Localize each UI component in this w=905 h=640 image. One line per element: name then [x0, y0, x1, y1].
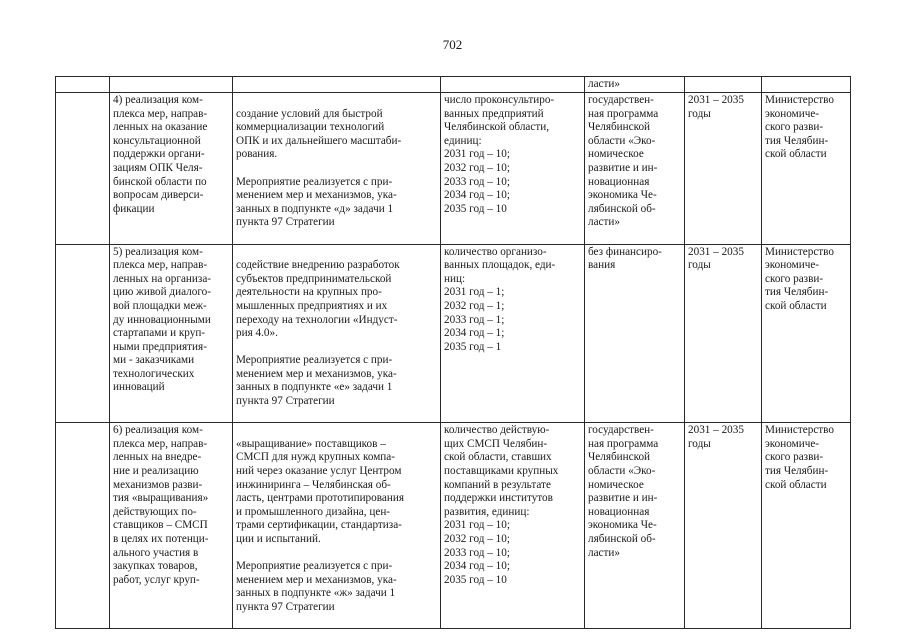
- table-row: [56, 423, 851, 629]
- content-text: содействие внедрению разработок субъектов предпринимательской деятельности на крупных про- мышленных предприятиях и их переходу на технологии «Индуст- рия 4.0».: [236, 259, 400, 340]
- executor-cell: Министерство экономиче- ского разви- тия Челябин- ской области: [762, 244, 851, 423]
- executor-cell: Министерство экономиче- ского разви- тия Челябин- ской области: [762, 93, 851, 245]
- content-text: «выращивание» поставщиков – СМСП для нужд крупных компа- ний через оказание услуг Центром инжиниринга – Челябинская об- ласть, центрами прототипирования и промышленного дизайна, цен- трами сертификации, стандартиза- ции и испытаний.: [236, 437, 404, 545]
- period-cell: 2031 – 2035 годы: [685, 93, 762, 245]
- indicator-cell: число проконсультиро- ванных предприятий Челябинской области, единиц: 2031 год – 10; 2032 год – 10; 2033 год – 10; 2034 год – 10; 2035 год – 10: [441, 93, 585, 245]
- measure-cell: 6) реализация ком- плекса мер, направ- ленных на внедре- ние и реализацию механизмов разви- тия «выращивания» действующих по- ставщиков – СМСП в целях их потенци- ального участия в закупках товаров, работ, услуг круп-: [110, 423, 233, 629]
- indicator-cell: количество действую- щих СМСП Челябин- ской области, ставших поставщиками крупных компаний в результате поддержки институтов развития, единиц: 2031 год – 10; 2032 год – 10; 2033 год – 10; 2034 год – 10; 2035 год – 10: [441, 423, 585, 629]
- table-row: [56, 244, 851, 423]
- content-cell: [233, 77, 441, 93]
- source-cell: государствен- ная программа Челябинской области «Эко- номическое развитие и ин- новационная экономика Че- лябинской об- ласти»: [585, 423, 685, 629]
- source-cell: ласти»: [585, 77, 685, 93]
- executor-cell: Министерство экономиче- ского разви- тия Челябин- ской области: [762, 423, 851, 629]
- content-cell: [233, 423, 441, 629]
- continuation-row: [56, 77, 851, 93]
- measure-cell: [110, 77, 233, 93]
- content-cell: [233, 244, 441, 423]
- measure-cell: 4) реализация ком- плекса мер, направ- ленных на оказание консультационной поддержки органи- зациям ОПК Челя- бинской области по вопросам диверси- фикации: [110, 93, 233, 245]
- measures-table: [55, 76, 851, 629]
- period-cell: [685, 77, 762, 93]
- indicator-cell: [441, 77, 585, 93]
- num-cell: [56, 93, 110, 245]
- source-cell: без финансиро- вания: [585, 244, 685, 423]
- content-cell: [233, 93, 441, 245]
- source-cell: государствен- ная программа Челябинской области «Эко- номическое развитие и ин- новационная экономика Че- лябинской об- ласти»: [585, 93, 685, 245]
- content-note: Мероприятие реализуется с при- менением мер и механизмов, ука- занных в подпункте «ж» задачи 1 пункта 97 Стратегии: [236, 560, 397, 613]
- content-note: Мероприятие реализуется с при- менением мер и механизмов, ука- занных в подпункте «е» задачи 1 пункта 97 Стратегии: [236, 354, 397, 408]
- num-cell: [56, 423, 110, 629]
- content-note: Мероприятие реализуется с при- менением мер и механизмов, ука- занных в подпункте «д» задачи 1 пункта 97 Стратегии: [236, 175, 397, 229]
- measure-cell: 5) реализация ком- плекса мер, направ- ленных на организа- цию живой диалого- вой площадки меж- ду инновационными стартапами и круп- ными предприятия- ми - заказчиками технологических инноваций: [110, 244, 233, 423]
- table-row: [56, 93, 851, 245]
- num-cell: [56, 244, 110, 423]
- executor-cell: [762, 77, 851, 93]
- num-cell: [56, 77, 110, 93]
- page-number: 702: [442, 37, 463, 52]
- content-text: создание условий для быстрой коммерциализации технологий ОПК и их дальнейшего масштаби- рования.: [236, 107, 402, 161]
- period-cell: 2031 – 2035 годы: [685, 423, 762, 629]
- period-cell: 2031 – 2035 годы: [685, 244, 762, 423]
- indicator-cell: количество организо- ванных площадок, еди- ниц: 2031 год – 1; 2032 год – 1; 2033 год – 1; 2034 год – 1; 2035 год – 1: [441, 244, 585, 423]
